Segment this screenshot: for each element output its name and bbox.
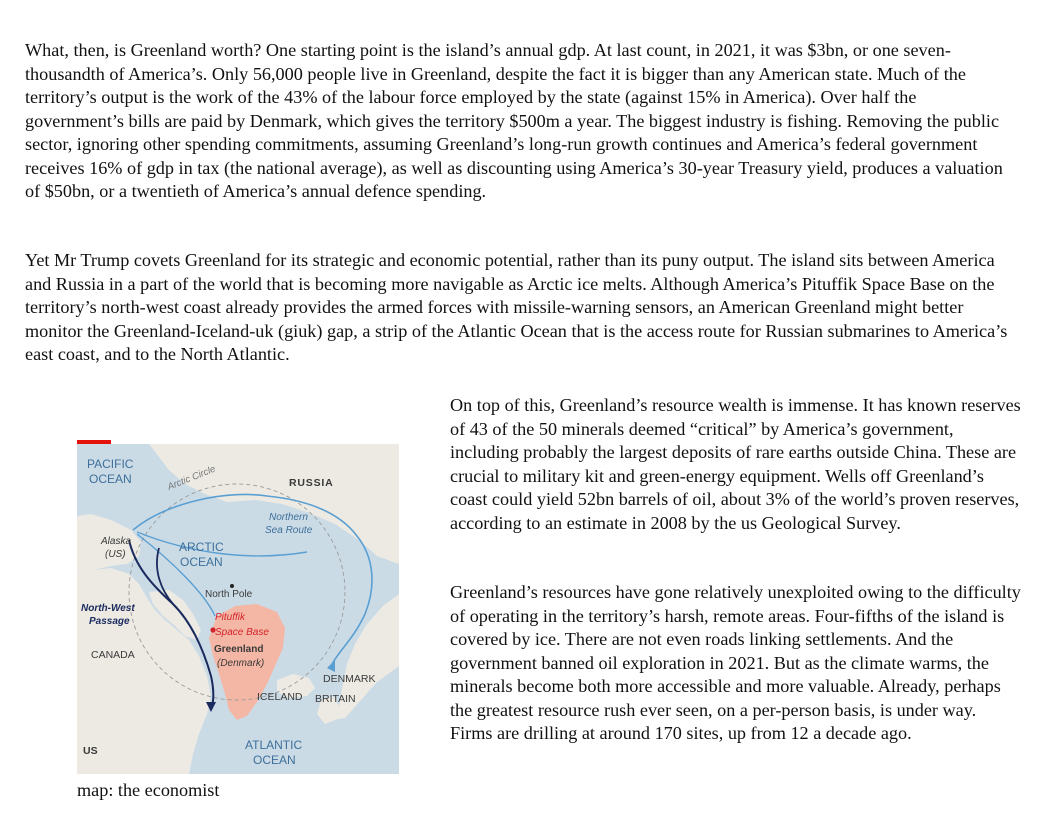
map-label-iceland: ICELAND bbox=[257, 691, 303, 703]
map-label-greenland-2: (Denmark) bbox=[217, 658, 265, 669]
map-credit: map: the economist bbox=[77, 780, 220, 800]
article-paragraph-3: On top of this, Greenland’s resource wealth is immense. It has known reserves of 43 of the 50 minerals deemed “critical” by America’s government, including probably the largest deposits of rare earths outside China. These are crucial to military kit and green-energy equipment. Wells off Greenland’s coast could yield 52bn barrels of oil, about 3% of the world’s proven reserves, according to an estimate in 2008 by the us Geological Survey. bbox=[450, 395, 1021, 533]
map-label-alaska-1: Alaska bbox=[101, 536, 132, 547]
map-label-nsr-2: Sea Route bbox=[265, 525, 313, 536]
map-label-arctic-1: ARCTIC bbox=[179, 540, 224, 554]
map-label-greenland-1: Greenland bbox=[214, 644, 264, 655]
map-label-arctic-2: OCEAN bbox=[180, 555, 223, 569]
map-label-denmark: DENMARK bbox=[323, 673, 376, 685]
map-label-pituffik-1: Pituffik bbox=[215, 612, 246, 623]
map-label-nwp-2: Passage bbox=[89, 616, 130, 627]
map-label-us: US bbox=[83, 745, 98, 757]
arctic-map bbox=[77, 444, 399, 774]
article-paragraph-1: What, then, is Greenland worth? One starting point is the island’s annual gdp. At last count, in 2021, it was $3bn, or one seven-thousandth of America’s. Only 56,000 people live in Greenland, despite the fact it is bigger than any American state. Much of the territory’s output is the work of the 43% of the labour force employed by the state (against 15% in America). Over half the government’s bills are paid by Denmark, which gives the territory $500m a year. The biggest industry is fishing. Removing the public sector, ignoring other spending commitments, assuming Greenland’s long-run growth continues and America’s federal government receives 16% of gdp in tax (the national average), as well as discounting using America’s 30-year Treasury yield, produces a valuation of $50bn, or a twentieth of America’s annual defence spending. bbox=[25, 40, 1003, 201]
map-label-nwp-1: North-West bbox=[81, 603, 135, 614]
article-paragraph-4: Greenland’s resources have gone relatively unexploited owing to the difficulty of operating in the territory’s harsh, remote areas. Four-fifths of the island is covered by ice. There are not even roads linking settlements. And the government banned oil exploration in 2021. But as the climate warms, the minerals become both more accessible and more valuable. Already, perhaps the greatest resource rush ever seen, on a per-person basis, is under way. Firms are drilling at around 170 sites, up from 12 a decade ago. bbox=[450, 582, 1021, 743]
map-label-atlantic-1: ATLANTIC bbox=[245, 738, 303, 752]
map-label-alaska-2: (US) bbox=[105, 549, 126, 560]
map-label-arctic-circle: Arctic Circle bbox=[166, 463, 218, 493]
map-label-nsr-1: Northern bbox=[269, 512, 308, 523]
map-label-russia: RUSSIA bbox=[289, 477, 334, 489]
map-north-pole-marker bbox=[230, 584, 234, 588]
article-paragraph-2: Yet Mr Trump covets Greenland for its strategic and economic potential, rather than its puny output. The island sits between America and Russia in a part of the world that is becoming more navigable as Arctic ice melts. Although America’s Pituffik Space Base on the territory’s north-west coast already provides the armed forces with missile-warning sensors, an American Greenland might better monitor the Greenland-Iceland-uk (giuk) gap, a strip of the Atlantic Ocean that is the access route for Russian submarines to America’s east coast, and to the North Atlantic. bbox=[25, 250, 1008, 364]
map-label-pituffik-2: Space Base bbox=[215, 627, 269, 638]
map-label-canada: CANADA bbox=[91, 649, 135, 661]
map-label-atlantic-2: OCEAN bbox=[253, 753, 296, 767]
map-label-north-pole: North Pole bbox=[205, 589, 253, 600]
map-label-britain: BRITAIN bbox=[315, 693, 356, 705]
map-label-pacific-1: PACIFIC bbox=[87, 457, 134, 471]
map-label-pacific-2: OCEAN bbox=[89, 472, 132, 486]
